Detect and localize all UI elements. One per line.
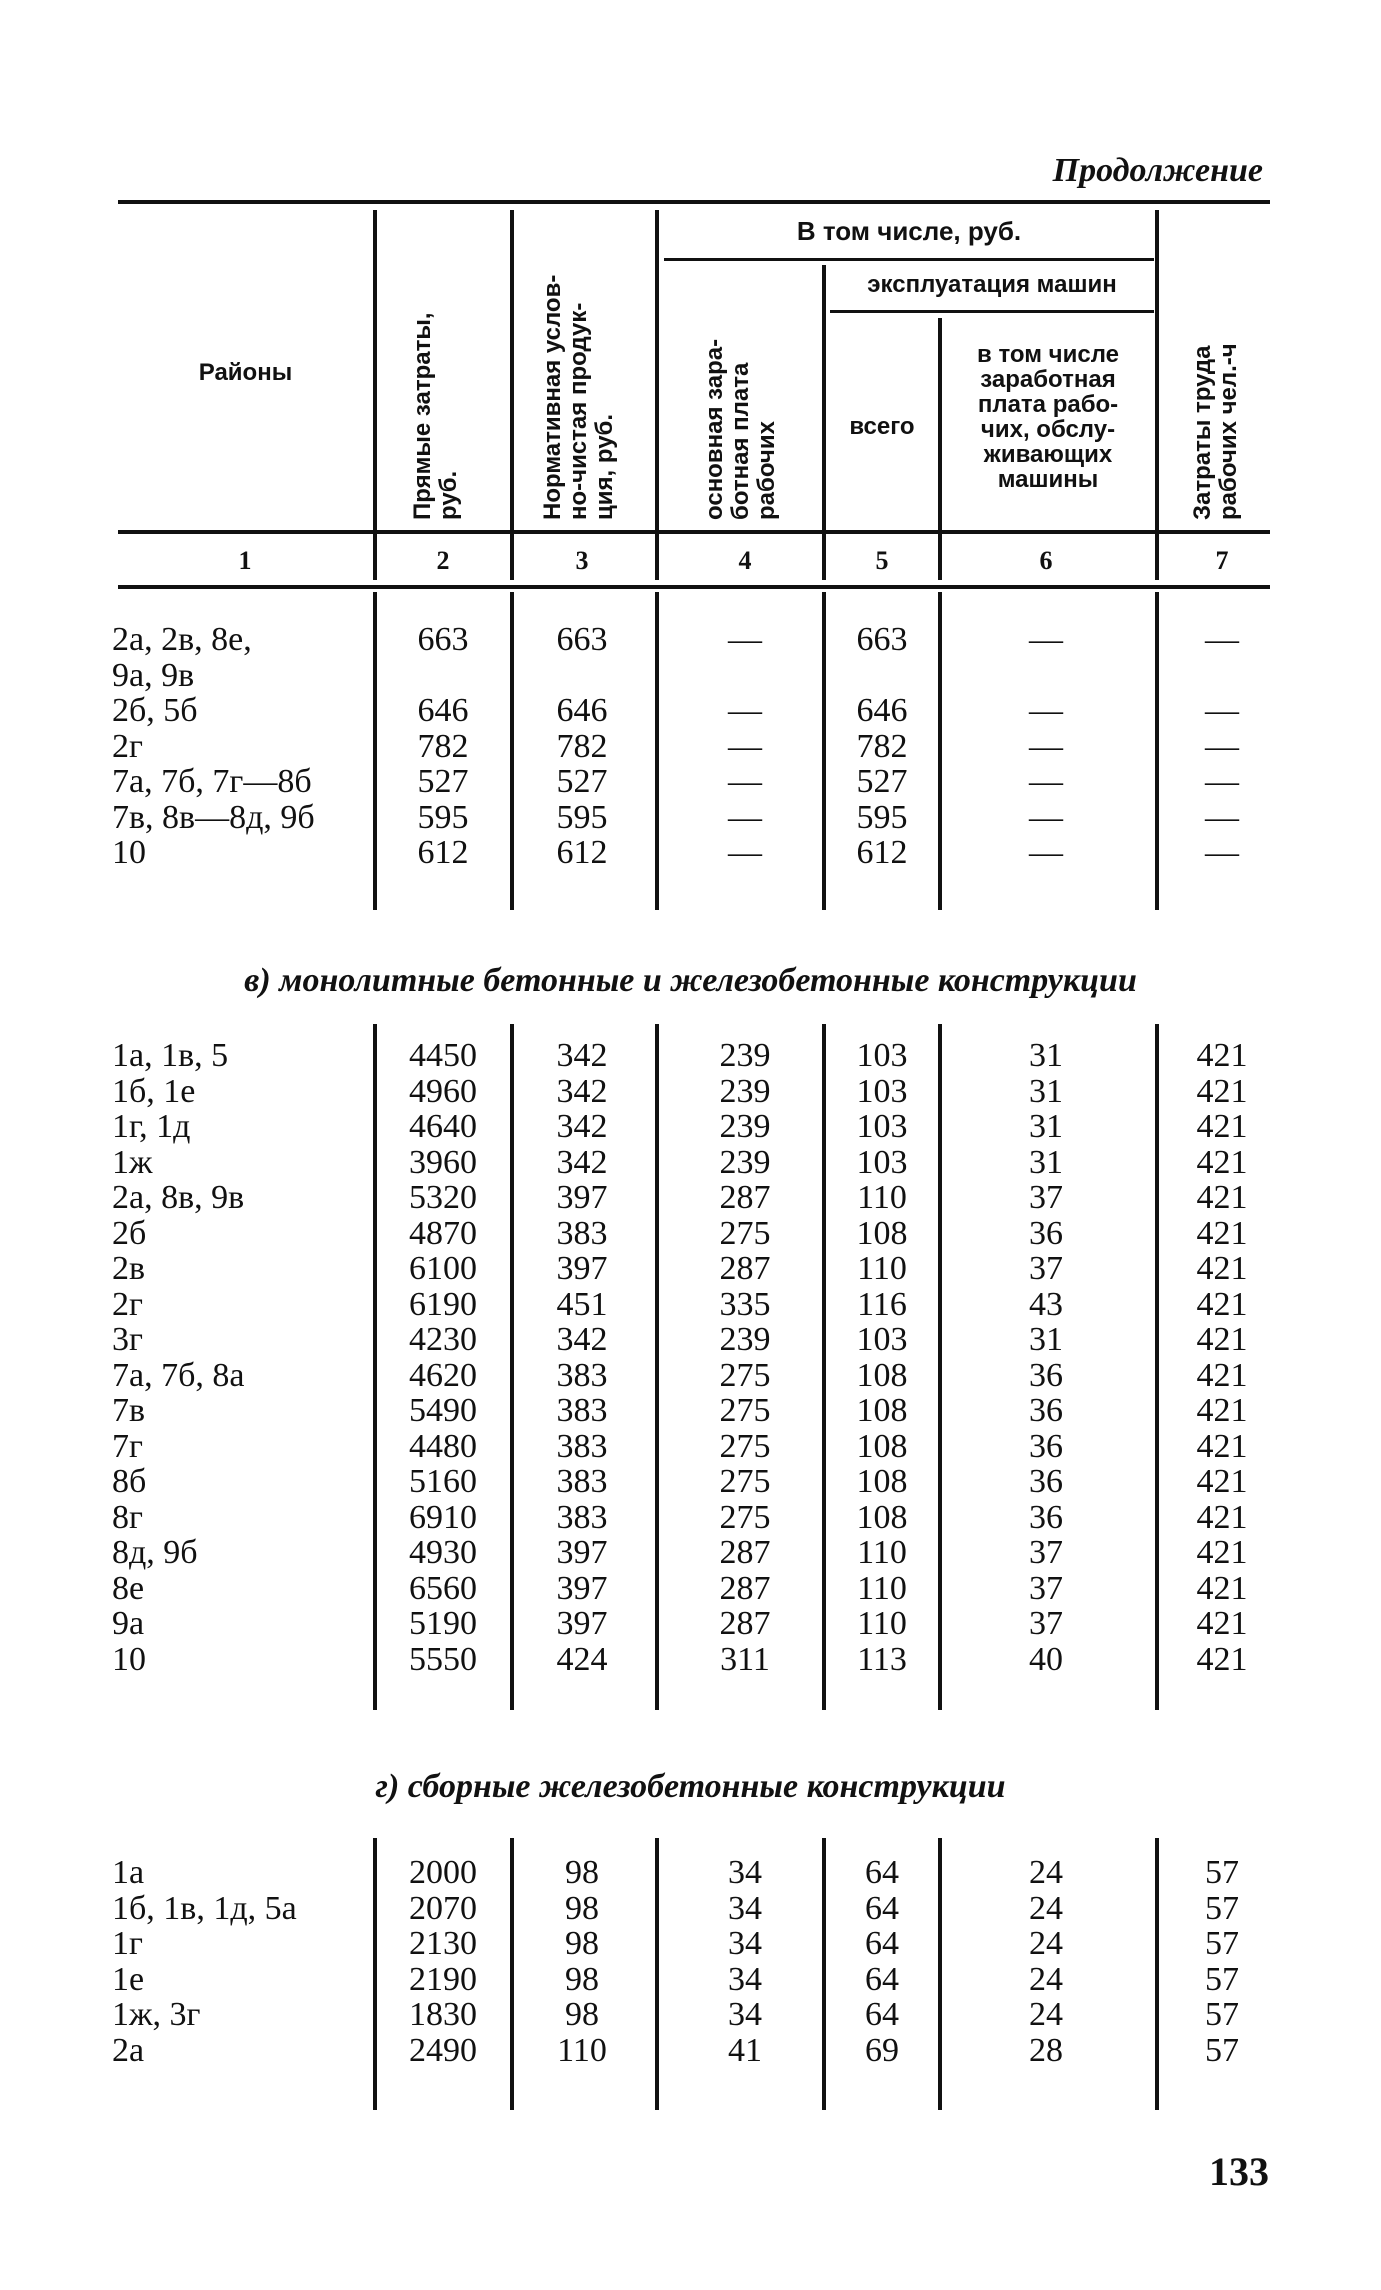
colnum-bottom-rule: [118, 585, 1270, 589]
value-cell: 98: [565, 1996, 599, 2033]
header-top-rule: [118, 200, 1270, 204]
value-cell: 275: [719, 1427, 771, 1465]
table-row: [0, 1855, 1381, 1891]
header-incl-wage: в том числе заработная плата рабо- чих, обслу- живающих машины: [977, 341, 1119, 493]
value-cell: 421: [1196, 1321, 1248, 1358]
header-including: В том числе, руб.: [796, 216, 1022, 246]
value-cell: 663: [556, 621, 608, 658]
value-cell: —: [728, 834, 762, 871]
header-vline: [373, 210, 377, 580]
value-cell: 287: [719, 1605, 771, 1642]
district-cell: 8д, 9б: [112, 1534, 198, 1571]
value-cell: —: [1205, 692, 1239, 729]
value-cell: 37: [1029, 1569, 1063, 1607]
value-cell: 421: [1196, 1143, 1248, 1181]
value-cell: 31: [1029, 1321, 1063, 1358]
table-row: [0, 1180, 1381, 1216]
table-row: [0, 764, 1381, 800]
district-cell: 2б: [112, 1214, 147, 1252]
header-vline: [655, 210, 659, 580]
value-cell: 31: [1029, 1108, 1063, 1145]
value-cell: 4450: [409, 1037, 477, 1074]
value-cell: 98: [565, 1925, 599, 1962]
table-row: [0, 622, 1381, 658]
district-cell: 7а, 7б, 7г—8б: [112, 763, 312, 800]
value-cell: 646: [417, 692, 469, 729]
value-cell: 421: [1196, 1072, 1248, 1110]
table-row: [0, 1962, 1381, 1998]
table-row: [0, 1109, 1381, 1145]
district-cell: 1г, 1д: [112, 1108, 191, 1145]
value-cell: 421: [1196, 1108, 1248, 1145]
value-cell: 2490: [409, 2031, 477, 2069]
value-cell: 98: [565, 1960, 599, 1998]
value-cell: 421: [1196, 1285, 1248, 1323]
district-cell: 1а: [112, 1854, 145, 1891]
value-cell: 34: [728, 1889, 762, 1927]
district-cell: 7в: [112, 1392, 146, 1429]
value-cell: 103: [856, 1072, 908, 1110]
district-cell: 2г: [112, 727, 143, 765]
value-cell: 421: [1196, 1640, 1248, 1678]
value-cell: 397: [556, 1569, 608, 1607]
value-cell: 34: [728, 1925, 762, 1962]
value-cell: —: [1029, 834, 1063, 871]
district-cell: 1г: [112, 1925, 143, 1962]
value-cell: 612: [556, 834, 608, 871]
value-cell: —: [728, 692, 762, 729]
district-cell: 8б: [112, 1463, 147, 1500]
value-cell: 64: [865, 1925, 899, 1962]
value-cell: 782: [556, 727, 608, 765]
value-cell: 98: [565, 1889, 599, 1927]
value-cell: 57: [1205, 1925, 1239, 1962]
value-cell: 612: [417, 834, 469, 871]
value-cell: 108: [856, 1214, 908, 1252]
value-cell: 64: [865, 1996, 899, 2033]
value-cell: 275: [719, 1356, 771, 1394]
value-cell: 40: [1029, 1640, 1063, 1678]
value-cell: 1830: [409, 1996, 477, 2033]
column-number: 5: [875, 546, 889, 575]
value-cell: 110: [857, 1250, 907, 1287]
table-row: [0, 1038, 1381, 1074]
value-cell: 36: [1029, 1392, 1063, 1429]
page-number: 133: [1209, 2149, 1269, 2194]
table-row: [0, 2033, 1381, 2069]
value-cell: 421: [1196, 1605, 1248, 1642]
district-cell: 7г: [112, 1427, 143, 1465]
value-cell: 342: [556, 1321, 608, 1358]
district-cell: 7в, 8в—8д, 9б: [112, 798, 315, 836]
table-row: [0, 800, 1381, 836]
value-cell: 64: [865, 1960, 899, 1998]
table-row: [0, 1429, 1381, 1465]
value-cell: 421: [1196, 1214, 1248, 1252]
value-cell: 36: [1029, 1463, 1063, 1500]
machine-rule: [830, 310, 1154, 313]
value-cell: 31: [1029, 1037, 1063, 1074]
value-cell: 527: [556, 763, 608, 800]
value-cell: 663: [856, 621, 908, 658]
value-cell: 239: [719, 1143, 771, 1181]
value-cell: 397: [556, 1179, 608, 1216]
table-row: [0, 1606, 1381, 1642]
table-row: [0, 1145, 1381, 1181]
value-cell: 5490: [409, 1392, 477, 1429]
value-cell: 28: [1029, 2031, 1063, 2069]
value-cell: 57: [1205, 1996, 1239, 2033]
value-cell: —: [1205, 621, 1239, 658]
value-cell: —: [1029, 692, 1063, 729]
header-direct-costs: Прямые затраты, руб.: [409, 312, 462, 520]
value-cell: 110: [557, 2031, 607, 2069]
value-cell: 2190: [409, 1960, 477, 1998]
value-cell: 782: [856, 727, 908, 765]
value-cell: —: [1205, 727, 1239, 765]
value-cell: 421: [1196, 1356, 1248, 1394]
header-labor: Затраты труда рабочих чел.-ч: [1189, 343, 1242, 520]
value-cell: —: [728, 798, 762, 836]
value-cell: 4870: [409, 1214, 477, 1252]
header-machine-operation: эксплуатация машин: [867, 271, 1117, 298]
value-cell: —: [1205, 834, 1239, 871]
value-cell: 421: [1196, 1392, 1248, 1429]
value-cell: —: [728, 763, 762, 800]
district-cell: 2а, 2в, 8е,: [112, 621, 252, 658]
section-title-precast: г) сборные железобетонные конструкции: [375, 1768, 1006, 1805]
value-cell: 2070: [409, 1889, 477, 1927]
district-cell: 2б, 5б: [112, 692, 198, 729]
value-cell: 5550: [409, 1640, 477, 1678]
table-row: [0, 835, 1381, 871]
value-cell: 342: [556, 1037, 608, 1074]
district-cell: 1б, 1в, 1д, 5а: [112, 1889, 297, 1927]
value-cell: 37: [1029, 1534, 1063, 1571]
value-cell: 37: [1029, 1179, 1063, 1216]
table-row: [0, 1287, 1381, 1323]
value-cell: 421: [1196, 1037, 1248, 1074]
value-cell: 4230: [409, 1321, 477, 1358]
value-cell: 239: [719, 1072, 771, 1110]
value-cell: 527: [417, 763, 469, 800]
header-districts: Районы: [198, 359, 293, 386]
value-cell: 275: [719, 1214, 771, 1252]
value-cell: 34: [728, 1960, 762, 1998]
value-cell: 34: [728, 1996, 762, 2033]
table-row: [0, 1997, 1381, 2033]
value-cell: 36: [1029, 1498, 1063, 1536]
value-cell: 103: [856, 1037, 908, 1074]
value-cell: 110: [857, 1605, 907, 1642]
value-cell: 108: [856, 1463, 908, 1500]
value-cell: 4960: [409, 1072, 477, 1110]
value-cell: 43: [1029, 1285, 1063, 1323]
district-cell: 10: [112, 834, 146, 871]
value-cell: 31: [1029, 1072, 1063, 1110]
value-cell: 782: [417, 727, 469, 765]
value-cell: 57: [1205, 1960, 1239, 1998]
value-cell: 113: [857, 1640, 907, 1678]
value-cell: 646: [856, 692, 908, 729]
table-row: [0, 1891, 1381, 1927]
value-cell: 57: [1205, 2031, 1239, 2069]
value-cell: 421: [1196, 1534, 1248, 1571]
value-cell: 275: [719, 1463, 771, 1500]
district-cell: 1ж: [112, 1143, 153, 1181]
value-cell: 64: [865, 1889, 899, 1927]
value-cell: 4640: [409, 1108, 477, 1145]
district-cell: 8е: [112, 1569, 145, 1607]
value-cell: 421: [1196, 1463, 1248, 1500]
value-cell: 383: [556, 1392, 608, 1429]
table-row: [0, 1393, 1381, 1429]
value-cell: 6560: [409, 1569, 477, 1607]
column-number: 1: [238, 546, 252, 575]
value-cell: —: [1029, 727, 1063, 765]
value-cell: 36: [1029, 1356, 1063, 1394]
value-cell: 421: [1196, 1427, 1248, 1465]
including-rule: [664, 258, 1154, 261]
value-cell: 6100: [409, 1250, 477, 1287]
value-cell: 103: [856, 1321, 908, 1358]
value-cell: 239: [719, 1108, 771, 1145]
value-cell: 4620: [409, 1356, 477, 1394]
value-cell: 383: [556, 1427, 608, 1465]
value-cell: 383: [556, 1498, 608, 1536]
header-base-wage: основная зара- ботная плата рабочих: [701, 338, 780, 520]
value-cell: 383: [556, 1214, 608, 1252]
value-cell: 31: [1029, 1143, 1063, 1181]
value-cell: 110: [857, 1179, 907, 1216]
table-row: [0, 1216, 1381, 1252]
district-cell: 9а, 9в: [112, 656, 195, 694]
value-cell: 5160: [409, 1463, 477, 1500]
column-number: 6: [1039, 546, 1053, 575]
value-cell: 2000: [409, 1854, 477, 1891]
table-row: [0, 1571, 1381, 1607]
section-title-monolithic: в) монолитные бетонные и железобетонные конструкции: [244, 962, 1137, 999]
table-row: [0, 1500, 1381, 1536]
table-row: [0, 693, 1381, 729]
value-cell: 110: [857, 1534, 907, 1571]
table-row: [0, 1322, 1381, 1358]
value-cell: 5320: [409, 1179, 477, 1216]
value-cell: 397: [556, 1534, 608, 1571]
value-cell: —: [728, 727, 762, 765]
district-cell: 2в: [112, 1250, 146, 1287]
value-cell: 41: [728, 2031, 762, 2069]
value-cell: 108: [856, 1392, 908, 1429]
value-cell: 451: [556, 1285, 608, 1323]
table-row: [0, 1926, 1381, 1962]
district-cell: 1б, 1е: [112, 1072, 196, 1110]
value-cell: 287: [719, 1179, 771, 1216]
district-cell: 2а: [112, 2031, 145, 2069]
district-cell: 1е: [112, 1960, 145, 1998]
value-cell: 239: [719, 1037, 771, 1074]
value-cell: 57: [1205, 1854, 1239, 1891]
value-cell: 342: [556, 1072, 608, 1110]
table-row: [0, 1358, 1381, 1394]
district-cell: 1ж, 3г: [112, 1996, 201, 2033]
value-cell: 4480: [409, 1427, 477, 1465]
value-cell: 116: [857, 1285, 907, 1323]
value-cell: 4930: [409, 1534, 477, 1571]
value-cell: 37: [1029, 1250, 1063, 1287]
value-cell: 24: [1029, 1889, 1063, 1927]
value-cell: 103: [856, 1143, 908, 1181]
value-cell: 24: [1029, 1960, 1063, 1998]
column-number: 4: [738, 546, 752, 575]
value-cell: —: [1205, 763, 1239, 800]
value-cell: 287: [719, 1250, 771, 1287]
value-cell: —: [1029, 763, 1063, 800]
value-cell: 612: [856, 834, 908, 871]
header-bottom-rule: [118, 530, 1270, 534]
value-cell: 424: [556, 1640, 608, 1678]
value-cell: 6910: [409, 1498, 477, 1536]
value-cell: 108: [856, 1356, 908, 1394]
column-number: 3: [575, 546, 589, 575]
district-cell: 2а, 8в, 9в: [112, 1179, 245, 1216]
value-cell: 646: [556, 692, 608, 729]
value-cell: —: [1029, 798, 1063, 836]
value-cell: 24: [1029, 1996, 1063, 2033]
district-cell: 3г: [112, 1321, 143, 1358]
header-vline: [510, 210, 514, 580]
value-cell: —: [1205, 798, 1239, 836]
value-cell: 421: [1196, 1179, 1248, 1216]
value-cell: 24: [1029, 1925, 1063, 1962]
table-row: [0, 1464, 1381, 1500]
value-cell: 103: [856, 1108, 908, 1145]
value-cell: 311: [720, 1640, 770, 1678]
district-cell: 1а, 1в, 5: [112, 1037, 229, 1074]
district-cell: 10: [112, 1640, 146, 1678]
value-cell: 342: [556, 1108, 608, 1145]
district-cell: 8г: [112, 1498, 143, 1536]
header-total: всего: [849, 413, 915, 440]
value-cell: 57: [1205, 1889, 1239, 1927]
value-cell: 36: [1029, 1214, 1063, 1252]
value-cell: —: [1029, 621, 1063, 658]
value-cell: 595: [556, 798, 608, 836]
column-number: 7: [1215, 546, 1229, 575]
value-cell: 239: [719, 1321, 771, 1358]
value-cell: 108: [856, 1427, 908, 1465]
value-cell: 595: [856, 798, 908, 836]
value-cell: 287: [719, 1569, 771, 1607]
value-cell: 663: [417, 621, 469, 658]
value-cell: 37: [1029, 1605, 1063, 1642]
continuation-label: Продолжение: [1052, 152, 1263, 189]
value-cell: 397: [556, 1250, 608, 1287]
value-cell: 421: [1196, 1498, 1248, 1536]
value-cell: 64: [865, 1854, 899, 1891]
table-row: [0, 1074, 1381, 1110]
value-cell: 421: [1196, 1569, 1248, 1607]
value-cell: 24: [1029, 1854, 1063, 1891]
table-row: [0, 729, 1381, 765]
table-row: [0, 1251, 1381, 1287]
value-cell: —: [728, 621, 762, 658]
header-normative: Нормативная услов- но-чистая продук- ция, руб.: [539, 274, 618, 520]
value-cell: 108: [856, 1498, 908, 1536]
value-cell: 287: [719, 1534, 771, 1571]
value-cell: 5190: [409, 1605, 477, 1642]
header-vline: [1155, 210, 1159, 580]
value-cell: 2130: [409, 1925, 477, 1962]
value-cell: 383: [556, 1356, 608, 1394]
value-cell: 342: [556, 1143, 608, 1181]
table-row: [0, 1642, 1381, 1678]
value-cell: 275: [719, 1498, 771, 1536]
column-number: 2: [436, 546, 450, 575]
value-cell: 595: [417, 798, 469, 836]
value-cell: 383: [556, 1463, 608, 1500]
value-cell: 36: [1029, 1427, 1063, 1465]
value-cell: 421: [1196, 1250, 1248, 1287]
value-cell: 98: [565, 1854, 599, 1891]
value-cell: 69: [865, 2031, 899, 2069]
value-cell: 527: [856, 763, 908, 800]
value-cell: 34: [728, 1854, 762, 1891]
value-cell: 3960: [409, 1143, 477, 1181]
table-row: [0, 658, 1381, 694]
table-row: [0, 1535, 1381, 1571]
value-cell: 397: [556, 1605, 608, 1642]
value-cell: 275: [719, 1392, 771, 1429]
district-cell: 9а: [112, 1605, 145, 1642]
district-cell: 7а, 7б, 8а: [112, 1356, 245, 1394]
value-cell: 6190: [409, 1285, 477, 1323]
value-cell: 110: [857, 1569, 907, 1607]
value-cell: 335: [719, 1285, 771, 1323]
district-cell: 2г: [112, 1285, 143, 1323]
